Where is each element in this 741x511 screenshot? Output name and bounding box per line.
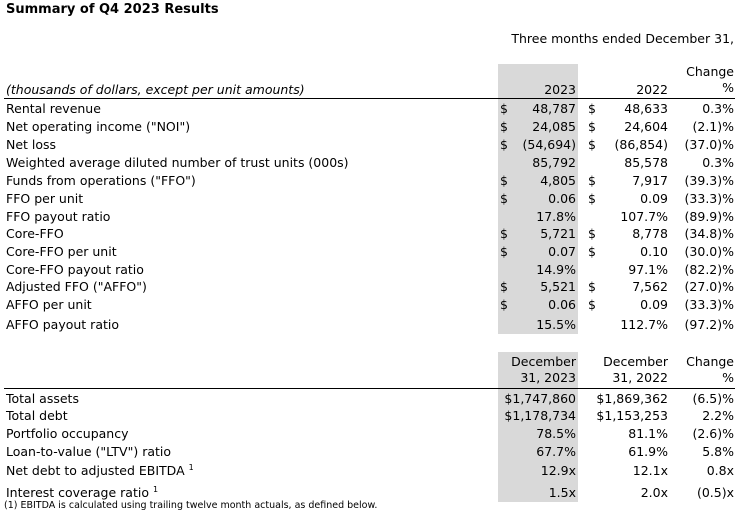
value-2023: 0.07 (548, 244, 576, 259)
value-2023: (54,694) (522, 137, 576, 152)
header2-2022: December 31, 2022 (603, 354, 668, 385)
row-label: AFFO per unit (6, 297, 92, 312)
value-2023: $1,178,734 (504, 408, 576, 423)
value-2022: 61.9% (628, 444, 668, 459)
row-label (6, 462, 194, 479)
value-2023: 67.7% (536, 444, 576, 459)
value-change: (39.3)% (684, 173, 734, 188)
row-label: FFO payout ratio (6, 209, 111, 224)
value-2023: 15.5% (536, 317, 576, 332)
header-change: Change % (686, 64, 734, 95)
value-2022: 81.1% (628, 426, 668, 441)
row-label: AFFO payout ratio (6, 317, 120, 332)
value-change: (33.3)% (684, 191, 734, 206)
row-label: Core-FFO (6, 226, 64, 241)
value-change: (82.2)% (684, 262, 734, 277)
value-change: 2.2% (702, 408, 734, 423)
currency-symbol: $ (588, 173, 596, 188)
value-2022: 2.0x (640, 485, 668, 500)
value-2022: 24,604 (624, 119, 668, 134)
currency-symbol: $ (500, 119, 508, 134)
value-2022: 97.1% (628, 262, 668, 277)
currency-symbol: $ (500, 101, 508, 116)
value-2023: 5,521 (540, 279, 576, 294)
currency-symbol: $ (588, 226, 596, 241)
value-change: (37.0)% (684, 137, 734, 152)
value-2022: 12.1x (632, 463, 668, 478)
row-label: FFO per unit (6, 191, 84, 206)
row-label: Core-FFO payout ratio (6, 262, 144, 277)
row-label-text: Loan-to-value ("LTV") ratio (6, 444, 172, 459)
value-2022: 112.7% (620, 317, 668, 332)
currency-symbol: $ (500, 173, 508, 188)
value-change: (33.3)% (684, 297, 734, 312)
currency-symbol: $ (588, 244, 596, 259)
value-2022: 107.7% (620, 209, 668, 224)
row-label-text: Total debt (6, 408, 68, 423)
value-change: 0.3% (702, 101, 734, 116)
value-2023: 4,805 (540, 173, 576, 188)
header-2023: 2023 (544, 82, 576, 97)
value-change: (2.1)% (692, 119, 734, 134)
value-2023: 24,085 (532, 119, 576, 134)
currency-symbol: $ (588, 137, 596, 152)
value-2023: 0.06 (548, 191, 576, 206)
currency-symbol: $ (500, 137, 508, 152)
currency-symbol: $ (500, 191, 508, 206)
value-2022: 7,562 (632, 279, 668, 294)
row-label: Net operating income ("NOI") (6, 119, 191, 134)
value-2022: 0.10 (640, 244, 668, 259)
row-label (6, 443, 171, 460)
currency-symbol: $ (588, 297, 596, 312)
page-title: Summary of Q4 2023 Results (6, 2, 219, 17)
value-2022: 0.09 (640, 191, 668, 206)
value-2023: $1,747,860 (504, 391, 576, 406)
footnote-marker: 1 (152, 484, 159, 494)
value-2023: 1.5x (548, 485, 576, 500)
value-2022: (86,854) (614, 137, 668, 152)
row-label-text: Interest coverage ratio (6, 485, 149, 500)
row-label (6, 407, 68, 424)
value-change: (97.2)% (684, 317, 734, 332)
footnote-marker: 1 (188, 462, 194, 472)
currency-symbol: $ (500, 244, 508, 259)
value-2022: 7,917 (632, 173, 668, 188)
value-change: (6.5)% (692, 391, 734, 406)
currency-symbol: $ (588, 191, 596, 206)
value-2023: 85,792 (532, 155, 576, 170)
row-label: Rental revenue (6, 101, 101, 116)
row-label: Core-FFO per unit (6, 244, 117, 259)
value-change: (30.0)% (684, 244, 734, 259)
header2-2023: December 31, 2023 (511, 354, 576, 385)
value-2022: 8,778 (632, 226, 668, 241)
row-label: Adjusted FFO ("AFFO") (6, 279, 147, 294)
row-label: Funds from operations ("FFO") (6, 173, 196, 188)
value-2023: 48,787 (532, 101, 576, 116)
row-label (6, 390, 79, 407)
row-label: Weighted average diluted number of trust units (000s) (6, 155, 349, 170)
row-label: Net loss (6, 137, 57, 152)
value-change: 0.3% (702, 155, 734, 170)
header2-change: Change % (686, 354, 734, 385)
value-2022: 48,633 (624, 101, 668, 116)
currency-symbol: $ (588, 279, 596, 294)
value-2022: $1,869,362 (596, 391, 668, 406)
value-2022: $1,153,253 (596, 408, 668, 423)
value-2023: 78.5% (536, 426, 576, 441)
units-note: (thousands of dollars, except per unit amounts) (6, 82, 305, 97)
footnote: (1) EBITDA is calculated using trailing twelve month actuals, as defined below. (4, 500, 378, 511)
currency-symbol: $ (588, 101, 596, 116)
currency-symbol: $ (588, 119, 596, 134)
value-2023: 5,721 (540, 226, 576, 241)
value-change: (27.0)% (684, 279, 734, 294)
value-2023: 12.9x (540, 463, 576, 478)
header-2022: 2022 (636, 82, 668, 97)
row-label-text: Portfolio occupancy (6, 426, 129, 441)
row-label (6, 425, 129, 442)
value-change: (0.5)x (696, 485, 734, 500)
row-label (6, 484, 158, 501)
period-header: Three months ended December 31, (511, 31, 734, 46)
value-change: (89.9)% (684, 209, 734, 224)
value-change: (2.6)% (692, 426, 734, 441)
value-change: 5.8% (702, 444, 734, 459)
row-label-text: Total assets (6, 391, 79, 406)
value-2022: 0.09 (640, 297, 668, 312)
currency-symbol: $ (500, 279, 508, 294)
value-change: (34.8)% (684, 226, 734, 241)
currency-symbol: $ (500, 297, 508, 312)
value-change: 0.8x (706, 463, 734, 478)
value-2023: 14.9% (536, 262, 576, 277)
currency-symbol: $ (500, 226, 508, 241)
row-label-text: Net debt to adjusted EBITDA (6, 463, 185, 478)
header-underline (4, 98, 735, 99)
value-2023: 0.06 (548, 297, 576, 312)
header2-underline (4, 388, 735, 389)
value-2022: 85,578 (624, 155, 668, 170)
value-2023: 17.8% (536, 209, 576, 224)
